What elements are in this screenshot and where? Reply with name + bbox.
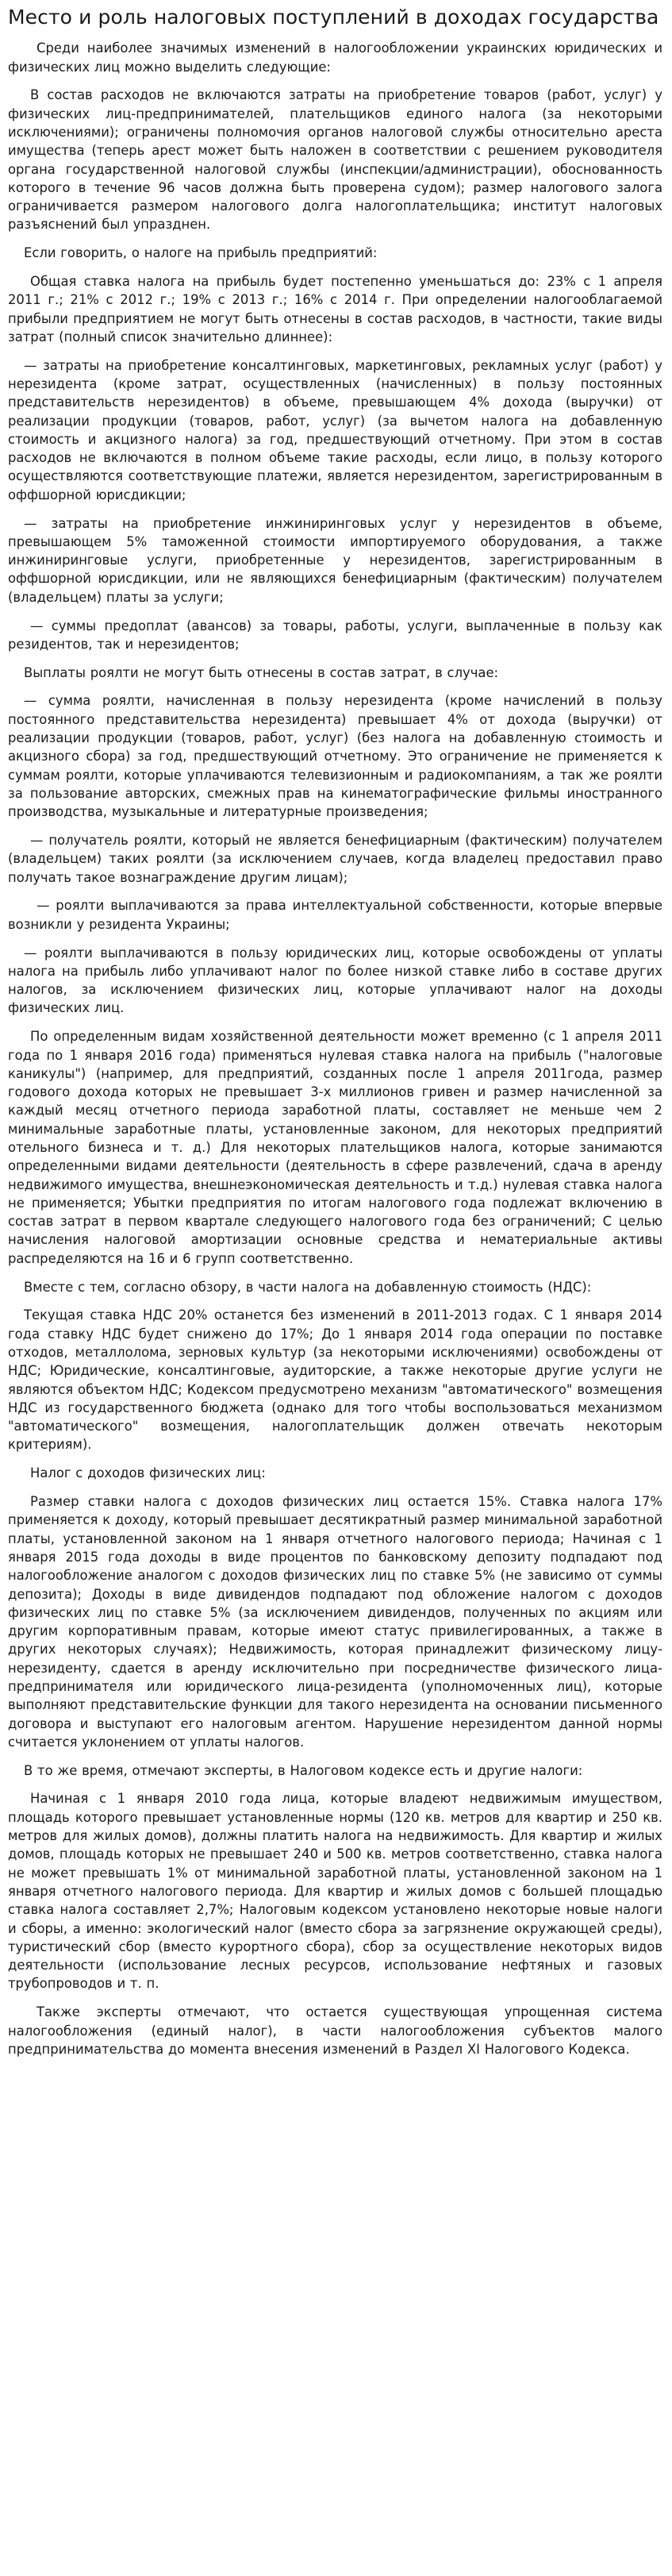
paragraph: Вместе с тем, согласно обзору, в части налога на добавленную стоимость (НДС): xyxy=(24,1279,592,1295)
paragraph: Также эксперты отмечают, что остается существующая упрощенная система налогообложения (единый налог), в части налогообложения субъектов малого предпринимательства до момента внесения изменений в Раздел XI Налогового Кодекса. xyxy=(8,2004,662,2057)
paragraph: — суммы предоплат (авансов) за товары, работы, услуги, выплаченные в пользу как резидентов, так и нерезидентов; xyxy=(8,618,662,652)
paragraph: Выплаты роялти не могут быть отнесены в состав затрат, в случае: xyxy=(24,664,499,680)
paragraph: В состав расходов не включаются затраты на приобретение товаров (работ, услуг) у физических лиц-предпринимателей, плательщиков единого налога (за некоторыми исключениями); ограничены полномочия органов налоговой службы относительно ареста имущества (теперь арест может быть наложен в соответствии с решением руководителя органа государственной налоговой службы (инспекции/администрации), обоснованность которого в течение 96 часов должна быть проверена судом); размер налогового залога ограничивается размером налогового долга налогоплательщика; институт налоговых разъяснений был упразднен. xyxy=(8,87,662,233)
paragraph: Среди наиболее значимых изменений в налогообложении украинских юридических и физических лиц можно выделить следующие: xyxy=(8,40,662,75)
paragraph: Если говорить, о налоге на прибыль предприятий: xyxy=(24,245,378,261)
paragraph: В то же время, отмечают эксперты, в Налоговом кодексе есть и другие налоги: xyxy=(24,1762,583,1778)
paragraph: Текущая ставка НДС 20% останется без изменений в 2011-2013 годах. С 1 января 2014 года ставку НДС будет снижено до 17%; До 1 января 2014 года операции по поставке отходов, металлолома, зерновых культур (за некоторыми исключениями) освобождены от НДС; Юридические, консалтинговые, аудиторские, а также некоторые другие услуги не являются объектом НДС; Кодексом предусмотрено механизм "автоматического" возмещения НДС из государственного бюджета (однако для того чтобы воспользоваться механизмом "автоматического" возмещения, налогоплательщик должен отвечать некоторым критериям). xyxy=(8,1307,662,1453)
paragraph: — сумма роялти, начисленная в пользу нерезидента (кроме начислений в пользу постоянного представительства нерезидента) превышает 4% от дохода (выручки) от реализации продукции (товаров, работ, услуг) (без налога на добавленную стоимость и акцизного сбора) за год, предшествующий отчетному. Это ограничение не применяется к суммам роялти, которые уплачиваются телевизионным и радиокомпаниям, а так же роялти за пользование авторских, смежных прав на кинематографические фильмы иностранного производства, музыкальные и литературные произведения; xyxy=(8,693,662,820)
paragraph: Налог с доходов физических лиц: xyxy=(30,1465,266,1481)
paragraph: Начиная с 1 января 2010 года лица, которые владеют недвижимым имуществом, площадь которого превышает установленные нормы (120 кв. метров для квартир и 250 кв. метров для жилых домов), должны платить налога на недвижимость. Для квартир и жилых домов, площадь которых не превышает 240 и 500 кв. метров соответственно, ставка налога не может превышать 1% от минимальной заработной платы, установленной законом на 1 января отчетного налогового периода. Для квартир и жилых домов с большей площадью ставка налога составляет 2,7%; Налоговым кодексом установлено некоторые новые налоги и сборы, а именно: экологический налог (вместо сбора за загрязнение окружающей среды), туристический сбор (вместо курортного сбора), сбор за осуществление некоторых видов деятельности (использование лесных ресурсов, использование нефтяных и газовых трубопроводов и т. п. xyxy=(8,1791,662,1992)
paragraph: Размер ставки налога с доходов физических лиц остается 15%. Ставка налога 17% применяется к доходу, который превышает десятикратный размер минимальной заработной платы, установленной законом на 1 января отчетного налогового периода; Начиная с 1 января 2015 года доходы в виде процентов по банковскому депозиту подпадают под налогообложение аналогом с доходов физических лиц по ставке 5% (не зависимо от суммы депозита); Доходы в виде дивидендов подпадают под обложение налогом с доходов физических лиц по ставке 5% (за исключением дивидендов, полученных по акциям или другим корпоративным правам, которые имеют статус привилегированных, а также в других некоторых случаях); Недвижимость, которая принадлежит физическому лицу-нерезиденту, сдается в аренду исключительно при посредничестве физического лица-предпринимателя или юридического лица-резидента (уполномоченных лиц), которые выполняют представительские функции для такого нерезидента на основании письменного договора и выступают его налоговым агентом. Нарушение нерезидентом данной нормы считается уклонением от уплаты налогов. xyxy=(8,1494,662,1750)
paragraph: — роялти выплачиваются в пользу юридических лиц, которые освобождены от уплаты налога на прибыль либо уплачивают налог по более низкой ставке либо в составе других налогов, за исключением физических лиц, которые уплачивают налог на доходы физических лиц. xyxy=(8,945,662,1016)
paragraph: Общая ставка налога на прибыль будет постепенно уменьшаться до: 23% с 1 апреля 2011 г.; 21% с 2012 г.; 19% с 2013 г.; 16% с 2014 г. При определении налогооблагаемой прибыли предприятием не могут быть отнесены в состав расходов, в частности, такие виды затрат (полный список значительно длиннее): xyxy=(8,274,662,345)
paragraph: По определенным видам хозяйственной деятельности может временно (с 1 апреля 2011 года по 1 января 2016 года) применяться нулевая ставка налога на прибыль ("налоговые каникулы") (например, для предприятий, созданных после 1 апреля 2011года, размер годового дохода которых не превышает 3-х миллионов гривен и размер начисленной за каждый месяц отчетного периода заработной платы, составляет не меньше чем 2 минимальные заработные платы, установленные законом, для некоторых предприятий отельного бизнеса и т. д.) Для некоторых плательщиков налога, которые занимаются определенными видами деятельности (деятельность в сфере развлечений, сдача в аренду недвижимого имущества, внешнеэкономическая деятельность и т.д.) нулевая ставка налога не применяется; Убытки предприятия по итогам налогового года подлежат включению в состав затрат в первом квартале следующего налогового года без ограничений; С целью начисления налоговой амортизации основные средства и нематериальные активы распределяются на 16 и 6 групп соответственно. xyxy=(8,1029,662,1266)
article-title: Место и роль налоговых поступлений в доходах государства xyxy=(8,6,659,29)
paragraph: — роялти выплачиваются за права интеллектуальной собственности, которые впервые возникли у резидента Украины; xyxy=(8,898,662,932)
paragraph: — получатель роялти, который не является бенефициарным (фактическим) получателем (владельцем) таких роялти (за исключением случаев, когда владелец предоставил право получать такое вознаграждение другим лицам); xyxy=(8,833,662,885)
paragraph: — затраты на приобретение инжиниринговых услуг у нерезидентов в объеме, превышающем 5% таможенной стоимости импортируемого оборудования, а также инжиниринговые услуги, приобретенные у нерезидентов, зарегистрированным в оффшорной юрисдикции, или не являющихся бенефициарным (фактическим) получателем (владельцем) платы за услуги; xyxy=(8,515,662,605)
paragraph: — затраты на приобретение консалтинговых, маркетинговых, рекламных услуг (работ) у нерезидента (кроме затрат, осуществленных (начисленных) в пользу постоянных представительств нерезидентов) в объеме, превышающем 4% дохода (выручки) от реализации продукции (товаров, работ, услуг) (за вычетом налога на добавленную стоимость и акцизного налога) за год, предшествующий отчетному. При этом в состав расходов не включаются в полном объеме такие расходы, если лицо, в пользу которого осуществляются соответствующие платежи, является нерезидентом, зарегистрированным в оффшорной юрисдикции; xyxy=(8,357,662,502)
